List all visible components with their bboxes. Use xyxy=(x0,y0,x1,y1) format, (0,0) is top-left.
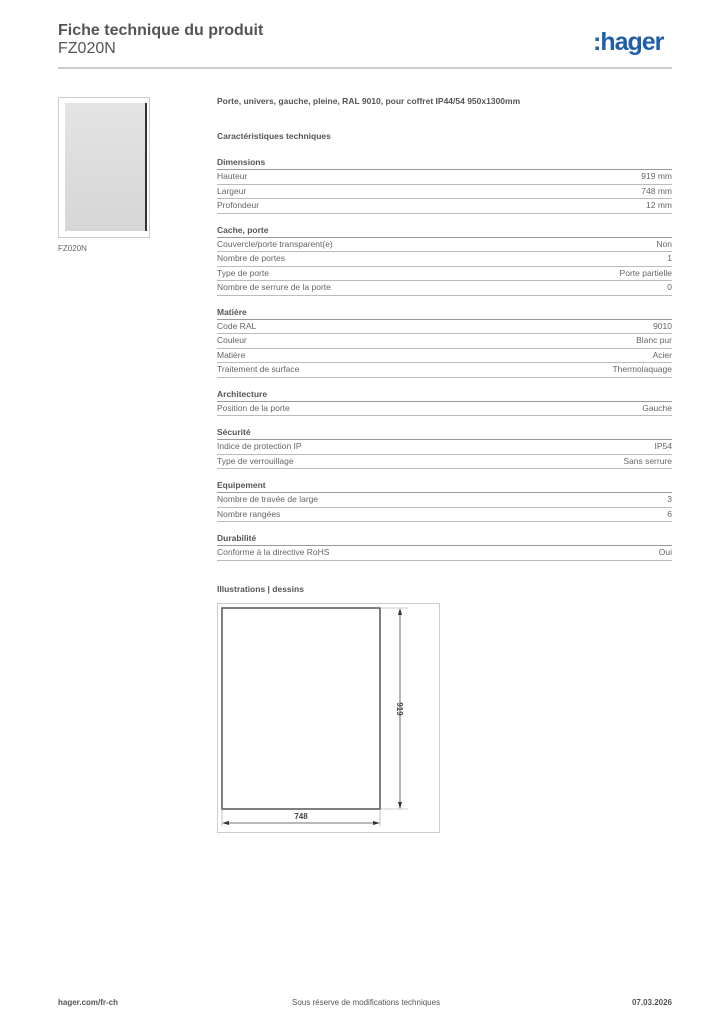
section-title: Dimensions xyxy=(217,155,672,170)
footer-website-link[interactable]: hager.com/fr-ch xyxy=(58,998,119,1007)
spec-label: Profondeur xyxy=(217,200,260,210)
spec-section xyxy=(217,387,672,417)
spec-value: 1 xyxy=(667,253,672,263)
spec-section xyxy=(217,305,672,378)
spec-row xyxy=(217,320,672,335)
dimension-drawing xyxy=(217,603,440,833)
spec-row xyxy=(217,455,672,470)
spec-row xyxy=(217,252,672,267)
spec-label: Nombre de serrure de la porte xyxy=(217,282,331,292)
spec-section xyxy=(217,425,672,469)
footer-date: 07.03.2026 xyxy=(631,998,672,1007)
spec-row xyxy=(217,267,672,282)
product-code: FZ020N xyxy=(58,40,116,57)
spec-row xyxy=(217,199,672,214)
spec-section xyxy=(217,478,672,522)
spec-label: Type de verrouillage xyxy=(217,455,294,466)
header-divider xyxy=(58,67,672,69)
spec-label: Position de la porte xyxy=(217,402,290,413)
spec-value: Porte partielle xyxy=(619,267,672,278)
specs-table xyxy=(217,155,672,570)
spec-label: Matière xyxy=(217,349,246,360)
spec-value: Oui xyxy=(658,547,672,557)
spec-row xyxy=(217,493,672,508)
spec-value: Blanc pur xyxy=(636,335,672,345)
spec-value: Acier xyxy=(652,349,672,360)
spec-row xyxy=(217,440,672,455)
spec-label: Indice de protection IP xyxy=(217,441,302,451)
spec-row xyxy=(217,349,672,364)
width-dimension-label: 748 xyxy=(294,812,308,821)
spec-value: IP54 xyxy=(654,441,672,451)
spec-label: Code RAL xyxy=(217,320,257,331)
hager-logo: :hager xyxy=(593,28,664,56)
spec-label: Nombre de portes xyxy=(217,253,286,263)
section-title: Matière xyxy=(217,305,672,320)
spec-value: Non xyxy=(656,238,672,249)
section-title: Architecture xyxy=(217,387,672,402)
section-title: Cache, porte xyxy=(217,223,672,238)
spec-section xyxy=(217,223,672,296)
spec-value: Gauche xyxy=(642,402,672,413)
spec-row xyxy=(217,508,672,523)
spec-label: Largeur xyxy=(217,185,247,196)
spec-value: 6 xyxy=(667,508,672,519)
section-title: Sécurité xyxy=(217,425,672,440)
spec-row xyxy=(217,546,672,561)
spec-value: 12 mm xyxy=(646,200,672,210)
spec-label: Couvercle/porte transparent(e) xyxy=(217,238,333,249)
spec-label: Type de porte xyxy=(217,267,269,278)
product-description: Porte, univers, gauche, pleine, RAL 9010, pour coffret IP44/54 950x1300mm xyxy=(217,96,521,106)
image-caption: FZ020N xyxy=(58,244,87,253)
spec-row xyxy=(217,402,672,417)
product-image xyxy=(58,97,150,238)
spec-label: Traitement de surface xyxy=(217,364,300,374)
spec-row xyxy=(217,170,672,185)
spec-value: 0 xyxy=(667,282,672,292)
footer-notice: Sous réserve de modifications techniques xyxy=(292,998,441,1007)
spec-row xyxy=(217,334,672,349)
spec-row xyxy=(217,363,672,378)
spec-label: Couleur xyxy=(217,335,247,345)
spec-value: 3 xyxy=(667,494,672,504)
spec-value: 9010 xyxy=(653,320,672,331)
spec-value: 748 mm xyxy=(641,185,672,196)
spec-row xyxy=(217,238,672,253)
spec-label: Conforme à la directive RoHS xyxy=(217,547,330,557)
spec-value: Sans serrure xyxy=(623,455,672,466)
section-title: Equipement xyxy=(217,478,672,493)
spec-section xyxy=(217,155,672,214)
illustrations-title: Illustrations | dessins xyxy=(217,584,304,594)
spec-row xyxy=(217,185,672,200)
section-title: Durabilité xyxy=(217,531,672,546)
spec-label: Nombre rangées xyxy=(217,508,281,519)
characteristics-title: Caractéristiques techniques xyxy=(217,131,331,141)
spec-value: 919 mm xyxy=(641,171,672,181)
height-dimension-label: 919 xyxy=(395,702,404,716)
spec-label: Hauteur xyxy=(217,171,248,181)
page-title: Fiche technique du produit xyxy=(58,22,264,39)
spec-section xyxy=(217,531,672,561)
spec-label: Nombre de travée de large xyxy=(217,494,319,504)
spec-value: Thermolaquage xyxy=(612,364,672,374)
spec-row xyxy=(217,281,672,296)
